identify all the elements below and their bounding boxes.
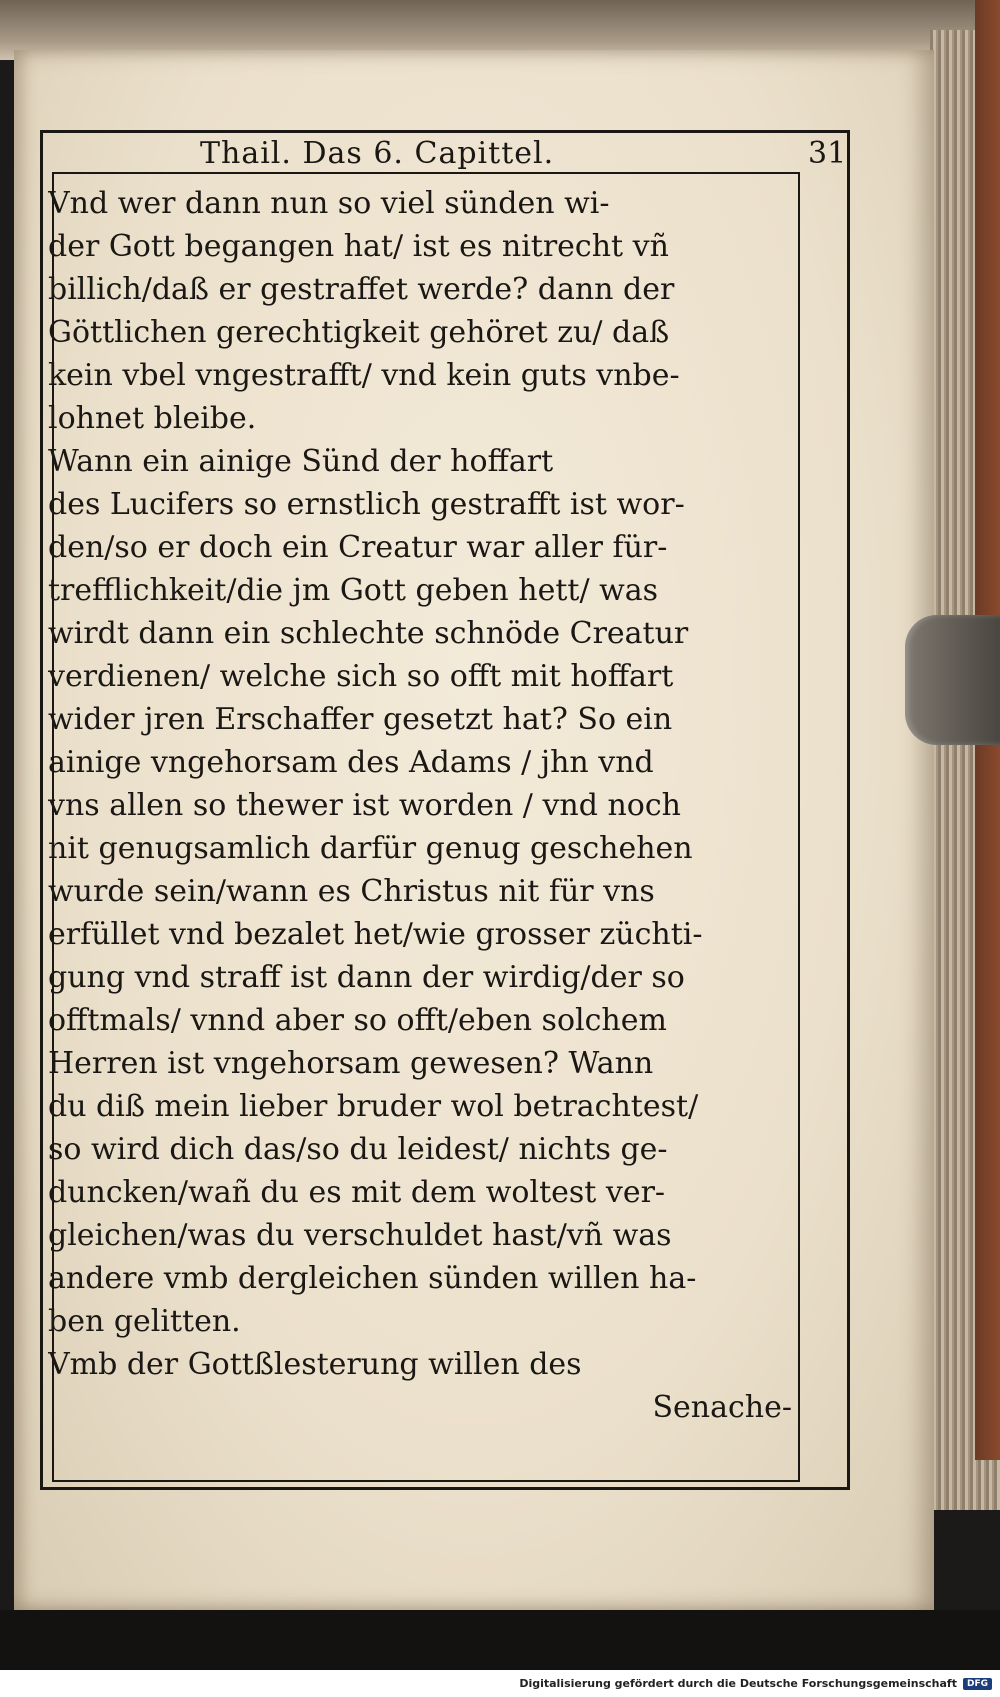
text-line: gleichen/was du verschuldet hast/vñ was (48, 1218, 672, 1253)
text-line: Wann ein ainige Sünd der hoffart (48, 444, 554, 479)
text-line: ben gelitten. (48, 1304, 241, 1339)
book-bottom-shadow (0, 1610, 1000, 1670)
text-line: erfüllet vnd bezalet het/wie grosser züchti- (48, 917, 703, 952)
text-line: des Lucifers so ernstlich gestrafft ist wor- (48, 487, 685, 522)
text-line: den/so er doch ein Creatur war aller für- (48, 530, 668, 565)
text-line: andere vmb dergleichen sünden willen ha- (48, 1261, 697, 1296)
digitization-credit: Digitalisierung gefördert durch die Deutsche Forschungsgemeinschaft (519, 1677, 957, 1690)
page-number: 31 (808, 136, 847, 171)
text-line: offtmals/ vnnd aber so offt/eben solchem (48, 1003, 667, 1038)
text-line: wirdt dann ein schlechte schnöde Creatur (48, 616, 689, 651)
book-clasp (905, 615, 1000, 745)
text-line: kein vbel vngestrafft/ vnd kein guts vnbe- (48, 358, 680, 393)
text-line: verdienen/ welche sich so offt mit hoffart (48, 659, 674, 694)
text-line: Göttlichen gerechtigkeit gehöret zu/ daß (48, 315, 670, 350)
text-line: Herren ist vngehorsam gewesen? Wann (48, 1046, 654, 1081)
dfg-logo: DFG (963, 1678, 992, 1690)
text-line: der Gott begangen hat/ ist es nitrecht vñ (48, 229, 669, 264)
text-line: lohnet bleibe. (48, 401, 257, 436)
text-block (48, 182, 798, 1482)
text-line: gung vnd straff ist dann der wirdig/der so (48, 960, 685, 995)
text-line: nit genugsamlich darfür genug geschehen (48, 831, 693, 866)
text-line: duncken/wañ du es mit dem woltest ver- (48, 1175, 666, 1210)
text-line: trefflichkeit/die jm Gott geben hett/ was (48, 573, 659, 608)
text-line: ainige vngehorsam des Adams / jhn vnd (48, 745, 654, 780)
text-line: billich/daß er gestraffet werde? dann der (48, 272, 675, 307)
digitization-footer (0, 1670, 1000, 1697)
text-line: vns allen so thewer ist worden / vnd noch (48, 788, 681, 823)
text-line: du diß mein lieber bruder wol betrachtest/ (48, 1089, 699, 1124)
text-line: wurde sein/wann es Christus nit für vns (48, 874, 655, 909)
text-line: so wird dich das/so du leidest/ nichts ge- (48, 1132, 668, 1167)
running-head: Thail. Das 6. Capittel. (200, 136, 555, 171)
text-line: wider jren Erschaffer gesetzt hat? So ein (48, 702, 673, 737)
catchword: Senache- (652, 1390, 792, 1425)
text-line: Vmb der Gottßlesterung willen des (48, 1347, 582, 1382)
text-line: Vnd wer dann nun so viel sünden wi- (48, 186, 610, 221)
